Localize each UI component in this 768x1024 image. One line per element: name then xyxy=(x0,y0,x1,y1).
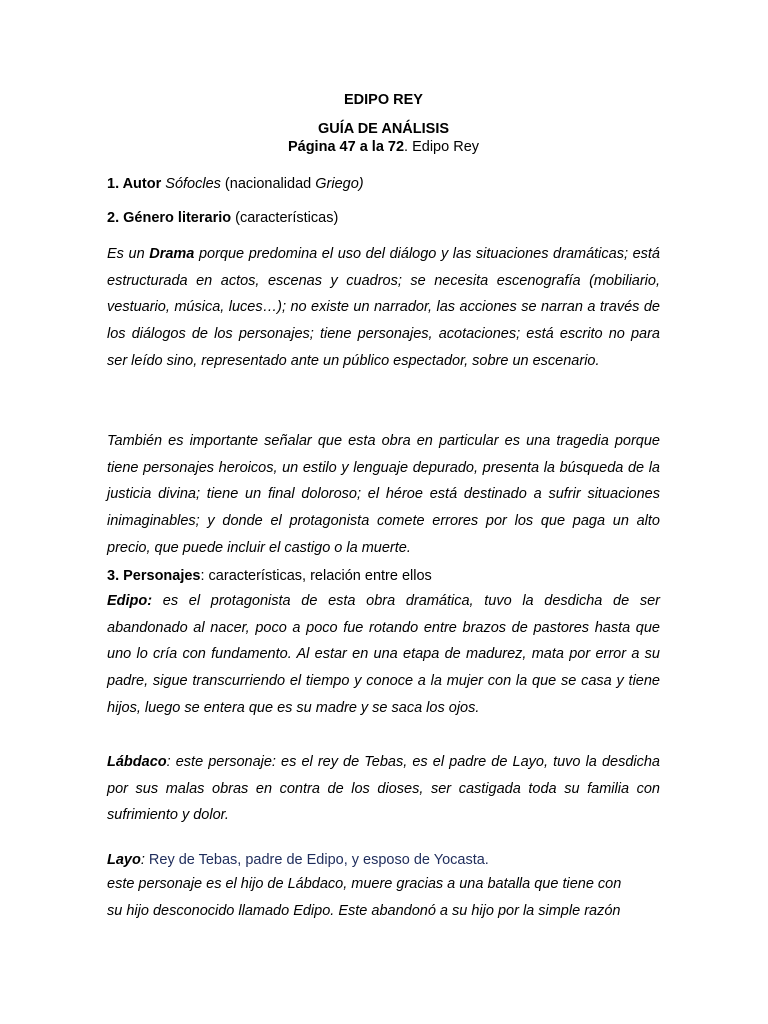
section-genero xyxy=(107,210,338,226)
drama-pre: Es un xyxy=(107,246,150,262)
labdaco-text: : este personaje: es el rey de Tebas, es el padre de Layo, tuvo la desdicha por sus malas obras en contra de los dioses, ser castigada toda su familia con sufrimiento y dolor. xyxy=(107,754,660,824)
page-range-bold: Página 47 a la 72 xyxy=(287,139,405,155)
layo-line-2: este personaje es el hijo de Lábdaco, muere gracias a una batalla que tiene con xyxy=(107,876,622,892)
drama-text: porque predomina el uso del diálogo y las situaciones dramáticas; está estructurada en actos, escenas y cuadros; se necesita escenografía (mobiliario, vestuario, música, luces…); no existe un narrador, las acciones se narran a través de los diálogos de los personajes; tiene personajes, acotaciones; está escrito no para ser leído sino, representado ante un público espectador, sobre un escenario. xyxy=(107,246,660,369)
layo-headline-text: Rey de Tebas, padre de Edipo, y esposo de Yocasta. xyxy=(144,852,489,868)
document-subtitle: GUÍA DE ANÁLISIS xyxy=(317,121,450,137)
page-range xyxy=(107,139,660,155)
layo-line-3: su hijo desconocido llamado Edipo. Este abandonó a su hijo por la simple razón xyxy=(107,903,621,919)
autor-name: Sófocles xyxy=(165,176,221,192)
genero-label: 2. Género literario xyxy=(107,210,232,226)
layo-colon: : xyxy=(140,852,145,868)
labdaco-paragraph xyxy=(107,749,660,829)
page-range-rest: . Edipo Rey xyxy=(404,139,480,155)
section-autor xyxy=(107,176,364,192)
section-personajes xyxy=(107,568,432,584)
autor-label: 1. Autor xyxy=(107,176,162,192)
document-title: EDIPO REY xyxy=(344,92,423,108)
autor-nationality: Griego) xyxy=(315,176,364,192)
edipo-paragraph xyxy=(107,588,660,722)
drama-term: Drama xyxy=(149,246,195,262)
drama-paragraph xyxy=(107,241,660,375)
genero-note: (características) xyxy=(231,210,339,226)
layo-headline xyxy=(107,852,489,868)
personajes-note: : características, relación entre ellos xyxy=(200,568,432,584)
personajes-label: 3. Personajes xyxy=(107,568,201,584)
edipo-name: Edipo: xyxy=(107,593,153,609)
labdaco-name: Lábdaco xyxy=(107,754,167,770)
layo-name: Layo xyxy=(107,852,141,868)
document-page xyxy=(107,0,660,1024)
edipo-text: es el protagonista de esta obra dramática, tuvo la desdicha de ser abandonado al nacer, poco a poco fue rotando entre brazos de pastores hasta que uno lo cría con fundamento. Al estar en una etapa de madurez, mata por error a su padre, sigue transcurriendo el tiempo y conoce a la mujer con la que se casa y tiene hijos, luego se entera que es su madre y se saca los ojos. xyxy=(107,593,660,716)
autor-nationality-open: (nacionalidad xyxy=(220,176,316,192)
tragedia-paragraph: También es importante señalar que esta obra en particular es una tragedia porque tiene personajes heroicos, un estilo y lenguaje depurado, presenta la búsqueda de la justicia divina; tiene un final doloroso; el héroe está destinado a sufrir situaciones inimaginables; y donde el protagonista comete errores por los que paga un alto precio, que puede incluir el castigo o la muerte. xyxy=(107,433,660,556)
